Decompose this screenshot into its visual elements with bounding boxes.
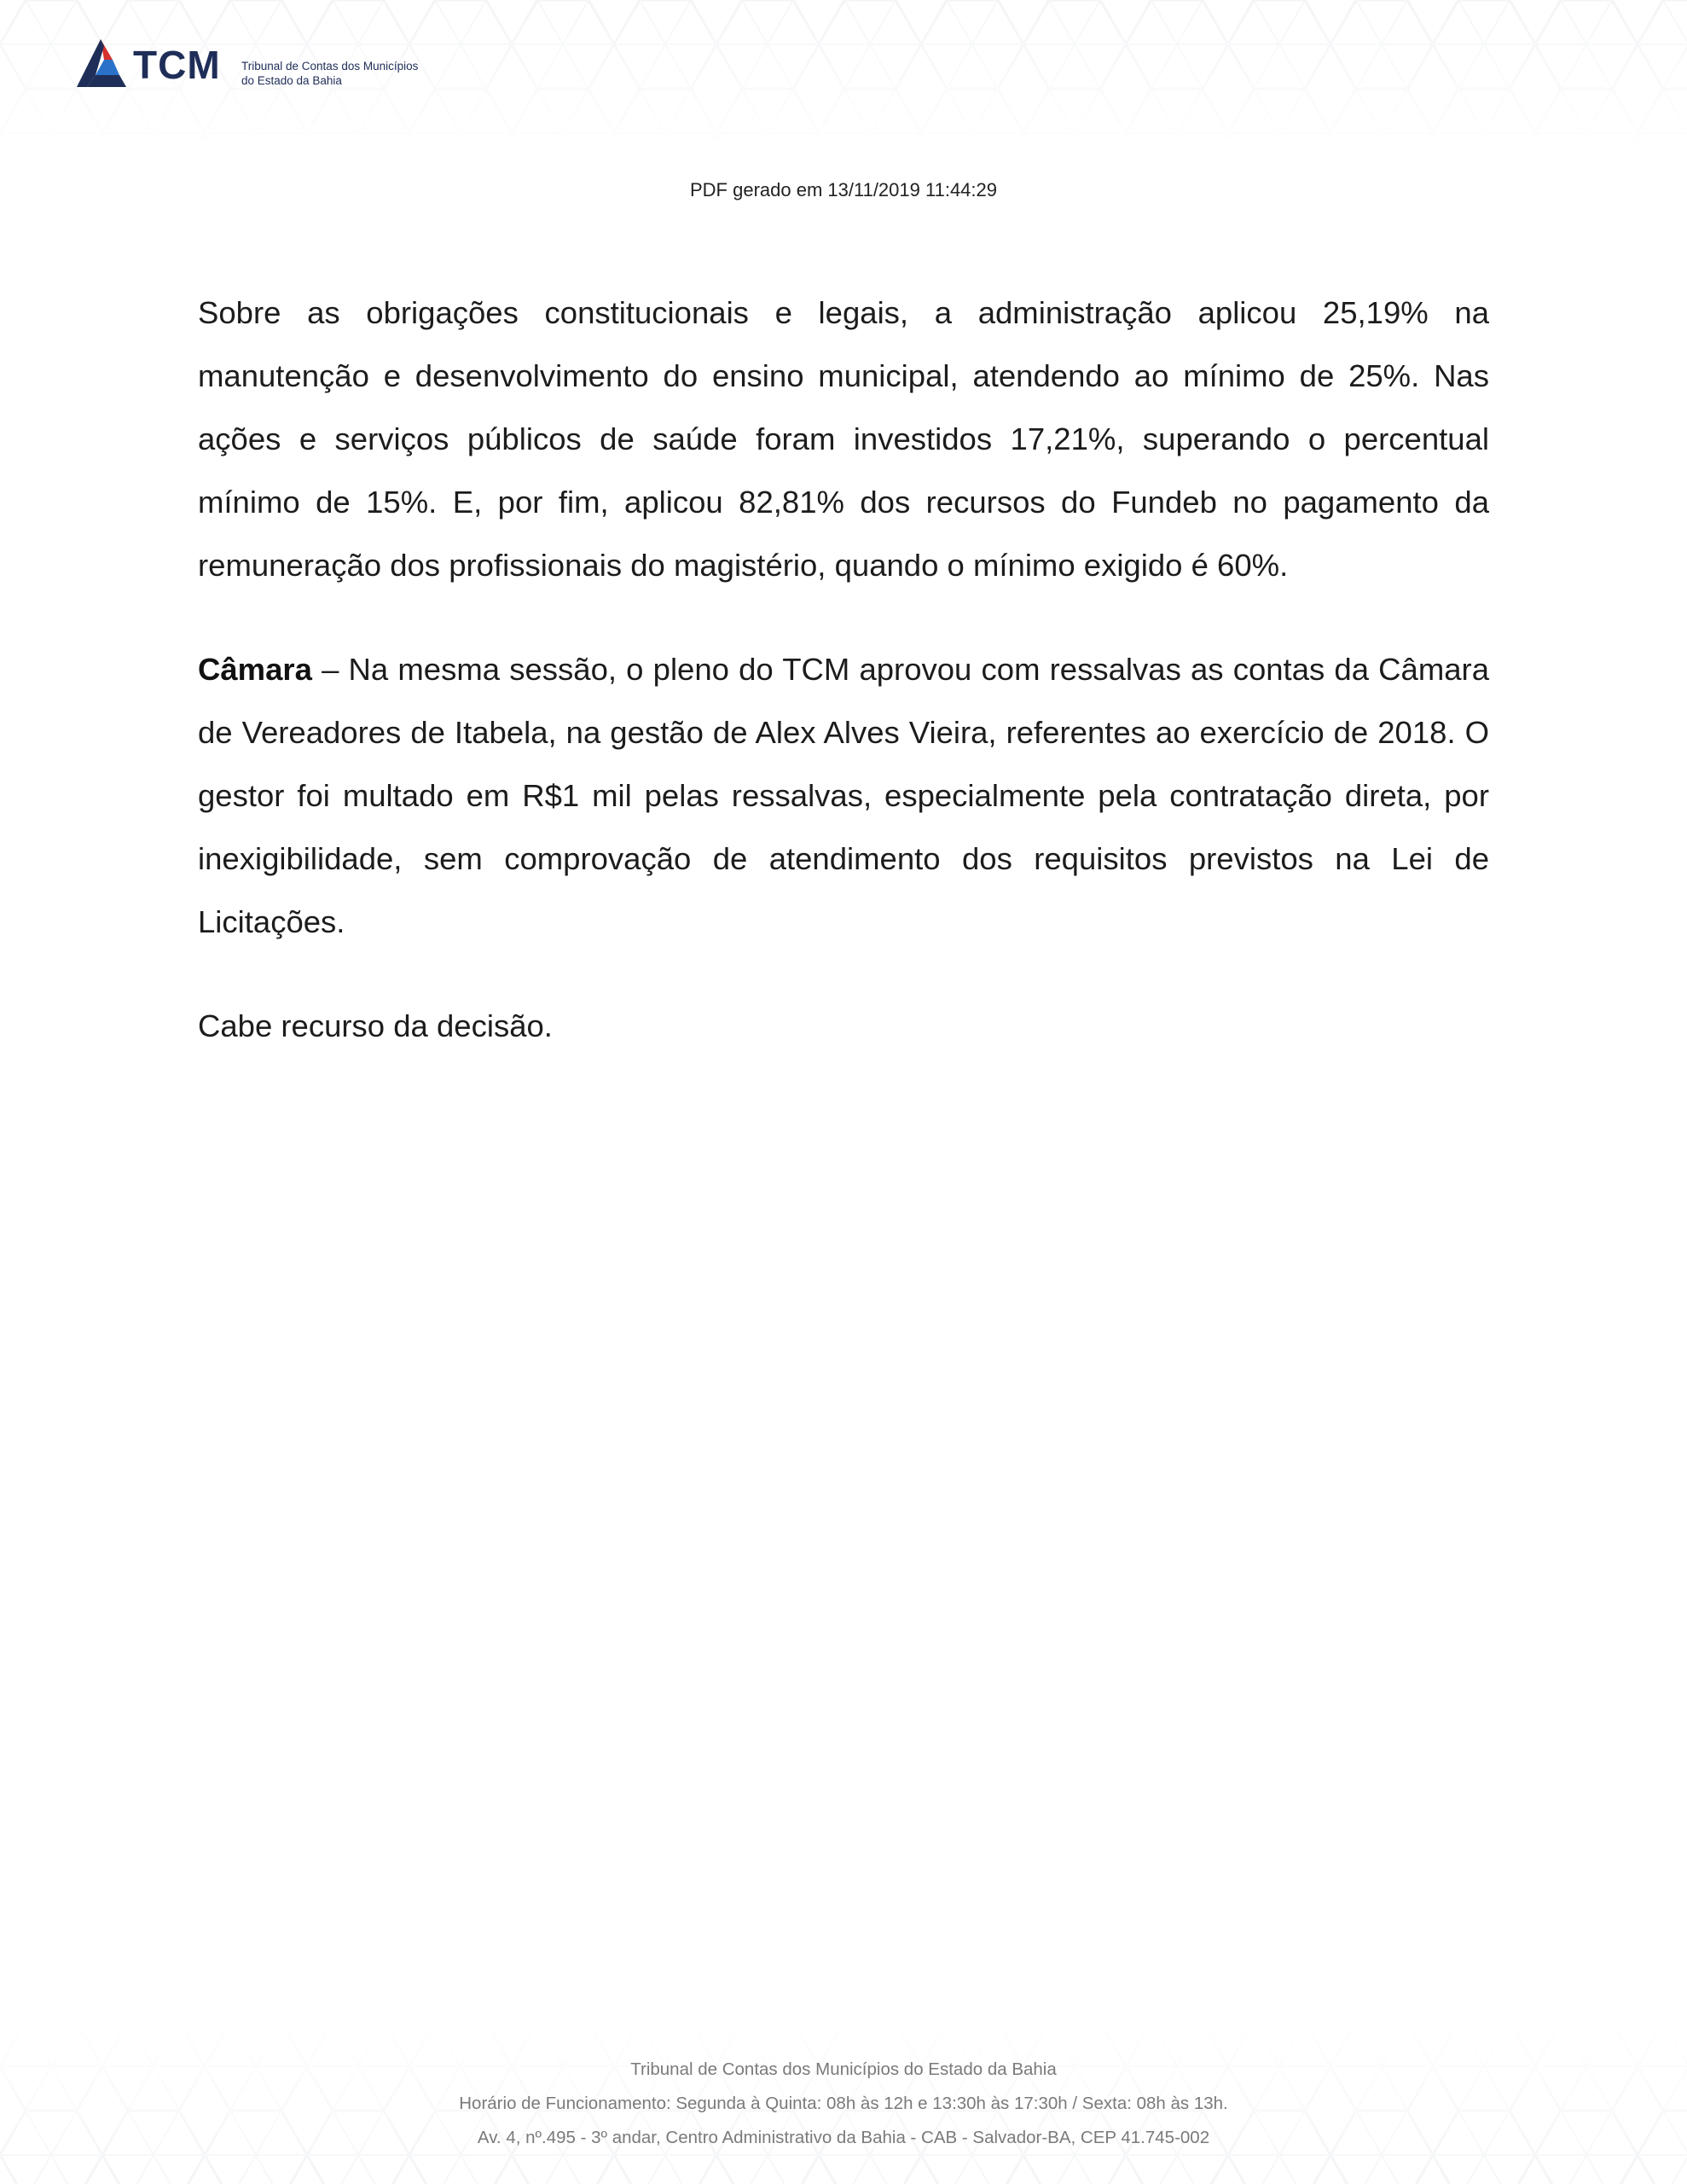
footer-address: Av. 4, nº.495 - 3º andar, Centro Administrativo da Bahia - CAB - Salvador-BA, CEP 41.745-002 [477,2128,1210,2147]
tcm-logo [75,38,450,89]
paragraph-obligations: Sobre as obrigações constitucionais e legais, a administração aplicou 25,19% na manutenção e desenvolvimento do ensino municipal, atendendo ao mínimo de 25%. Nas ações e serviços públicos de saúde foram investidos 17,21%, superando o percentual mínimo de 15%. E, por fim, aplicou 82,81% dos recursos do Fundeb no pagamento da remuneração dos profissionais do magistério, quando o mínimo exigido é 60%. [198,295,1489,583]
page-footer [0,2053,1687,2155]
camara-text: – Na mesma sessão, o pleno do TCM aprovou com ressalvas as contas da Câmara de Vereadores de Itabela, na gestão de Alex Alves Vieira, referentes ao exercício de 2018. O gestor foi multado em R$1 mil pelas ressalvas, especialmente pela contratação direta, por inexigibilidade, sem comprovação de atendimento dos requisitos previstos na Lei de Licitações. [198,652,1489,939]
footer-institution: Tribunal de Contas dos Municípios do Estado da Bahia [630,2059,1057,2079]
camara-label: Câmara [198,652,312,687]
logo-subtitle-line1: Tribunal de Contas dos Municípios [241,60,419,73]
paragraph-camara [198,638,1489,954]
pdf-generated-timestamp: PDF gerado em 13/11/2019 11:44:29 [690,179,997,200]
paragraph-appeal: Cabe recurso da decisão. [198,1008,553,1043]
logo-subtitle [241,59,418,88]
logo-subtitle-line2: do Estado da Bahia [241,74,342,87]
footer-hours: Horário de Funcionamento: Segunda à Quinta: 08h às 12h e 13:30h às 17:30h / Sexta: 08h às 13h. [459,2094,1228,2113]
tcm-logo-mark-icon [75,38,135,89]
document-body [198,282,1489,1058]
logo-wordmark: TCM [133,43,221,87]
